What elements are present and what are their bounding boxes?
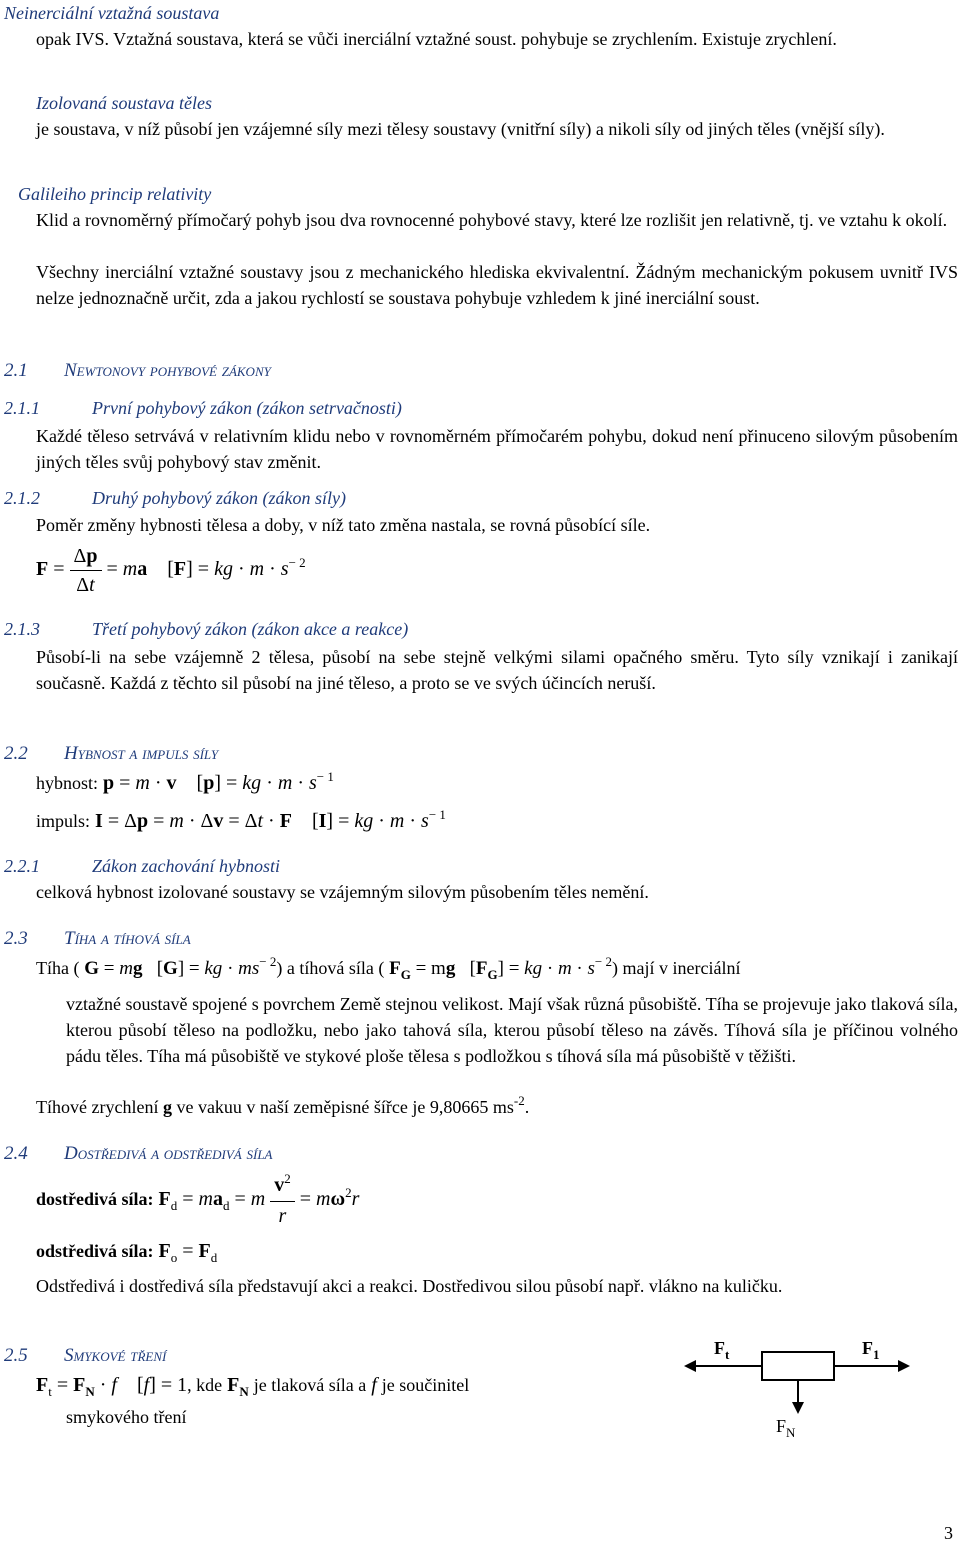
term-noninertial: Neinerciální vztažná soustava <box>4 3 220 23</box>
subsection-number: 2.1.2 <box>4 488 40 508</box>
momentum-formula: hybnost: p = m · v [p] = kg · $m \cdot s^{- 1}$ <box>36 769 334 794</box>
friction-text-b: je tlaková síla a <box>253 1375 367 1395</box>
centripetal-label: dostředivá síla: <box>36 1189 154 1210</box>
subsection-2-1-3-heading <box>4 620 408 638</box>
friction-text-a: , kde <box>187 1375 223 1395</box>
galileo-text-2: Všechny inerciální vztažné soustavy jsou z mechanického hlediska ekvivalentní. Žádným mechanickým pokusem uvnitř IVS nelze jednoznačně určit, zda a jakou rychlostí se soustava pohybuje vzhledem k jiné inerciální soust. <box>36 262 958 308</box>
centripetal-text: Odstředivá i dostředivá síla představují akci a reakci. Dostředivou silou působí např. vlákno na kuličku. <box>36 1276 783 1296</box>
law1-text: Každé těleso setrvává v relativním klidu nebo v rovnoměrném přímočarém pohybu, dokud není přinuceno silovým působením jiných těles svůj pohybový stav změnit. <box>36 426 958 472</box>
section-2-1-heading <box>4 361 271 380</box>
arrow-fn-head <box>792 1402 804 1414</box>
section-2-3-heading <box>4 929 191 948</box>
gravity-acceleration-text <box>36 1093 530 1117</box>
centrifugal-label: odstředivá síla: <box>36 1241 154 1261</box>
gravity-lead: Tíhové zrychlení <box>36 1097 159 1117</box>
impulse-formula: impuls: I = Δp = m · Δv = Δt · F [I] = kg · $m \cdot s^{- 1}$ <box>36 807 446 832</box>
section-title: Hybnost a impuls síly <box>64 743 219 764</box>
weight-lead: Tíha ( <box>36 958 80 978</box>
block <box>762 1352 834 1380</box>
impulse-label: impuls: <box>36 811 91 831</box>
noninertial-text-content: opak IVS. Vztažná soustava, která se vůči inerciální vztažné soust. pohybuje se zrychlením. Existuje zrychlení. <box>36 29 837 49</box>
section-number: 2.5 <box>4 1345 28 1366</box>
arrow-f1-head <box>898 1360 910 1372</box>
arrow-ft-head <box>684 1360 696 1372</box>
section-title: Tíha a tíhová síla <box>64 928 191 949</box>
subsection-number: 2.2.1 <box>4 856 40 876</box>
label-f1: $F_1$ <box>862 1338 880 1362</box>
friction-text-d: smykového tření <box>66 1407 187 1427</box>
subsection-title: Zákon zachování hybnosti <box>92 856 280 876</box>
section-2-4-heading <box>4 1144 273 1163</box>
subsection-title: První pohybový zákon (zákon setrvačnosti) <box>92 398 402 418</box>
isolated-text: je soustava, v níž působí jen vzájemné síly mezi tělesy soustavy (vnitřní síly) a nikoli síly od jiných těles (vnější síly). <box>36 119 885 139</box>
term-isolated: Izolovaná soustava těles <box>36 93 212 113</box>
section-2-2-heading <box>4 744 218 763</box>
section-number: 2.4 <box>4 1143 28 1164</box>
galileo-text-1: Klid a rovnoměrný přímočarý pohyb jsou dva rovnocenné pohybové stavy, které lze rozlišit jen relativně, tj. ve vztahu k okolí. <box>36 210 948 230</box>
centrifugal-formula: odstředivá síla: $F_o = F_d$ <box>36 1240 218 1265</box>
newton-second-law-formula: F = $\frac{\Delta p}{\Delta t}$ = ma [F] = kg · $m \cdot s^{- 2}$ <box>36 542 306 599</box>
subsection-2-1-2-heading <box>4 489 346 507</box>
page-number: 3 <box>944 1523 953 1543</box>
gravity-text: ve vakuu v naší zeměpisné šířce je 9,80665 ms <box>176 1097 514 1117</box>
law2-text: Poměr změny hybnosti tělesa a doby, v níž tato změna nastala, se rovná působící síle. <box>36 515 651 535</box>
section-2-5-heading <box>4 1346 166 1365</box>
weight-tail: ) mají v inerciální <box>612 958 741 978</box>
subsection-2-2-1-heading <box>4 857 280 875</box>
weight-mid: ) a tíhová síla ( <box>276 958 385 978</box>
friction-text-c: je součinitel <box>381 1375 470 1395</box>
friction-diagram <box>680 1330 920 1445</box>
law3-text: Působí-li na sebe vzájemně 2 tělesa, působí na sebe stejně velkými silami opačného směru. Tyto síly vznikají i zanikají současně. Každá z těchto sil působí na jiné těleso, a proto se ve svých účincích neruší. <box>36 647 958 693</box>
gravity-end: . <box>524 1097 530 1117</box>
term-galileo: Galileiho princip relativity <box>18 184 212 204</box>
section-number: 2.1 <box>4 360 28 381</box>
subsection-title: Druhý pohybový zákon (zákon síly) <box>92 488 346 508</box>
label-fn: $F_N$ <box>776 1416 796 1440</box>
section-title: Smykové tření <box>64 1345 167 1366</box>
section-number: 2.3 <box>4 928 28 949</box>
weight-formula-line: Tíha ( G = mg [G] = kg · $ms^{- 2}$) a tíhová síla ( $F_G$ = mg $[F_G]$ = kg · $m \cdot s^{- 2}$) mají v inerciální <box>36 954 741 982</box>
weight-text: vztažné soustavě spojené s povrchem Země stejnou velikost. Mají však různá působiště. Tíha se projevuje jako tlaková síla, kterou působí těleso na podložku, nebo jako tahová síla, kterou působí těleso na závěs. Tíhová síla je příčinou volného pádu těles. Tíha má působiště ve stykové ploše tělesa s podložkou s tíhová síla má působiště v těžišti. <box>66 994 958 1066</box>
friction-formula-line: $F_t = F_N \cdot f$ [f] = 1, kde $F_N$ je tlaková síla a f je součinitel <box>36 1374 470 1399</box>
conservation-text: celková hybnost izolované soustavy se vzájemným silovým působením těles nemění. <box>36 882 649 902</box>
section-number: 2.2 <box>4 743 28 764</box>
section-title: Newtonovy pohybové zákony <box>64 360 271 381</box>
gravity-symbol: g <box>162 1097 172 1117</box>
section-title: Dostředivá a odstředivá síla <box>64 1143 273 1164</box>
subsection-2-1-1-heading <box>4 399 402 417</box>
subsection-number: 2.1.1 <box>4 398 40 418</box>
centripetal-formula: dostředivá síla: $F_d = ma_d = m$ $\frac{v^2}{r}$ = $m\omega^2r$ <box>36 1171 360 1227</box>
subsection-number: 2.1.3 <box>4 619 40 639</box>
momentum-label: hybnost: <box>36 773 99 793</box>
gravity-exponent: -2 <box>513 1093 525 1108</box>
subsection-title: Třetí pohybový zákon (zákon akce a reakce) <box>92 619 409 639</box>
noninertial-text <box>36 26 956 52</box>
label-ft: $F_t$ <box>714 1338 730 1362</box>
